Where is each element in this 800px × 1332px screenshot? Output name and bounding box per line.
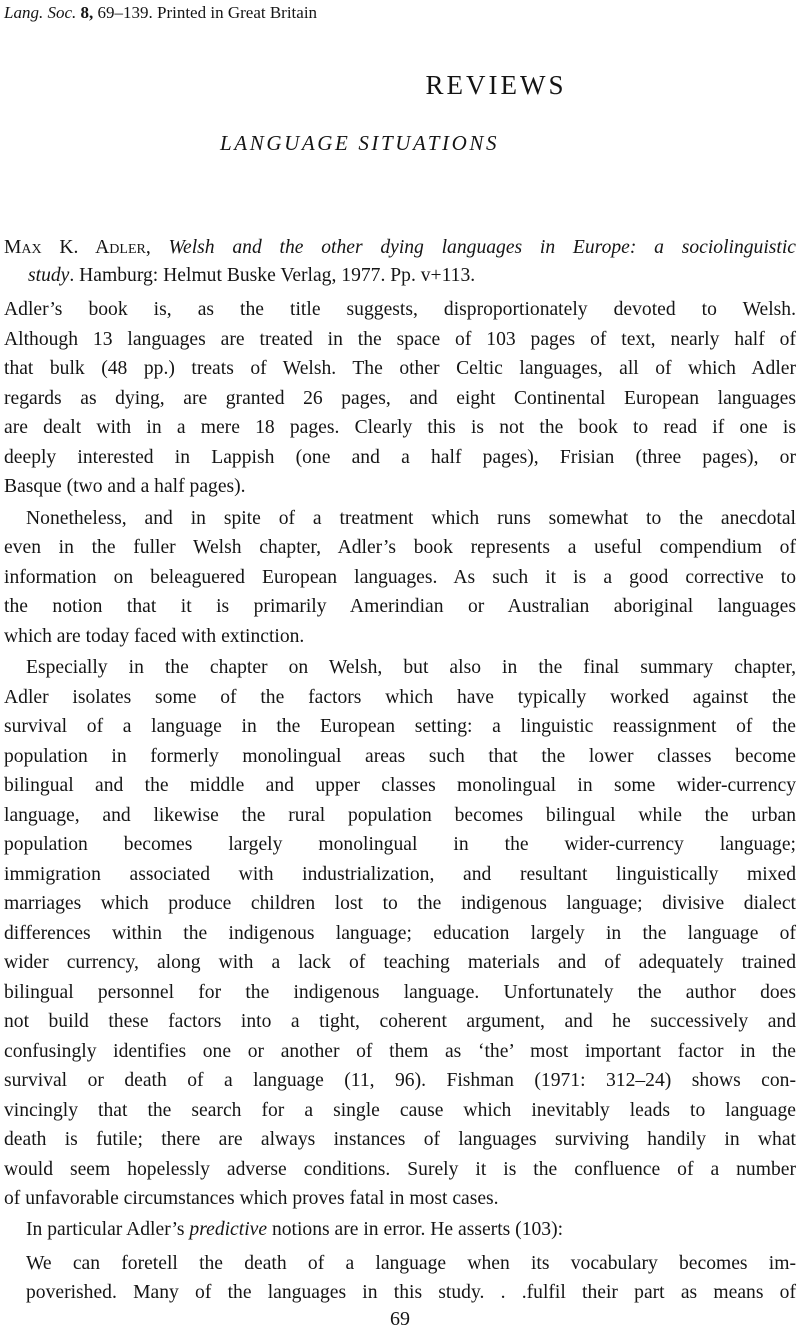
body-line: Adler’s book is, as the title suggests, disproportionately devoted to Welsh.: [4, 299, 796, 320]
body-line: Especially in the chapter on Welsh, but also in the final summary chapter,: [26, 657, 796, 678]
body-line: are dealt with in a mere 18 pages. Clearly this is not the book to read if one is: [4, 417, 796, 438]
predictive-before: In particular Adler’s: [26, 1219, 190, 1240]
body-line: would seem hopelessly adverse conditions. Surely it is the confluence of a number: [4, 1159, 796, 1180]
body-line: not build these factors into a tight, coherent argument, and he successively and: [4, 1011, 796, 1032]
citation-author-first: Max K.: [4, 237, 96, 258]
page-number: 69: [390, 1308, 410, 1330]
body-line: information on beleaguered European languages. As such it is a good corrective to: [4, 567, 796, 588]
body-line: the notion that it is primarily Amerindian or Australian aboriginal languages: [4, 596, 796, 617]
body-line: differences within the indigenous language; education largely in the language of: [4, 923, 796, 944]
citation-line-2: [28, 263, 796, 289]
body-line: population in formerly monolingual areas such that the lower classes become: [4, 746, 796, 767]
body-line: of unfavorable circumstances which proves fatal in most cases.: [4, 1188, 499, 1209]
body-line: regards as dying, are granted 26 pages, and eight Continental European languages: [4, 388, 796, 409]
body-line: Basque (two and a half pages).: [4, 476, 246, 497]
body-line: survival or death of a language (11, 96). Fishman (1971: 312–24) shows con-: [4, 1070, 796, 1091]
body-line: death is futile; there are always instances of languages surviving handily in what: [4, 1129, 796, 1150]
body-line: wider currency, along with a lack of teaching materials and of adequately trained: [4, 952, 796, 973]
subsection-title: [0, 129, 800, 157]
body-line: Although 13 languages are treated in the space of 103 pages of text, nearly half of: [4, 329, 796, 350]
body-line: Nonetheless, and in spite of a treatment which runs somewhat to the anecdotal: [26, 508, 796, 529]
body-line: bilingual and the middle and upper classes monolingual in some wider-currency: [4, 775, 796, 796]
citation-title-end: study: [28, 265, 70, 286]
journal-volume: 8,: [80, 3, 94, 22]
citation-author-last: Adler: [95, 237, 146, 258]
body-line: immigration associated with industrialization, and resultant linguistically mixed: [4, 864, 796, 885]
predictive-paragraph: [26, 1217, 796, 1243]
citation-line-1: Max K. Adler, Welsh and the other dying languages in Europe: a sociolinguistic: [4, 237, 797, 258]
predictive-after: notions are in error. He asserts (103):: [267, 1219, 564, 1240]
body-line: that bulk (48 pp.) treats of Welsh. The other Celtic languages, all of which Adler: [4, 358, 796, 379]
body-line: confusingly identifies one or another of them as ‘the’ most important factor in the: [4, 1041, 796, 1062]
body-line: marriages which produce children lost to the indigenous language; divisive dialect: [4, 893, 796, 914]
body-line: which are today faced with extinction.: [4, 626, 305, 647]
section-title: [0, 68, 800, 102]
section-title-text: REVIEWS: [425, 70, 567, 100]
journal-abbrev: Lang. Soc.: [4, 3, 77, 22]
body-line: even in the fuller Welsh chapter, Adler’s book represents a useful compendium of: [4, 537, 796, 558]
journal-pages: 69–139. Printed in Great Britain: [97, 3, 318, 22]
quote-line: We can foretell the death of a language when its vocabulary becomes im-: [26, 1253, 796, 1274]
body-line: bilingual personnel for the indigenous language. Unfortunately the author does: [4, 982, 796, 1003]
subsection-title-text: LANGUAGE SITUATIONS: [220, 131, 500, 155]
citation-publisher: . Hamburg: Helmut Buske Verlag, 1977. Pp. v+113.: [69, 265, 476, 286]
body-line: Adler isolates some of the factors which have typically worked against the: [4, 687, 796, 708]
quote-line: poverished. Many of the languages in this study. . .fulfil their part as means of: [26, 1282, 796, 1303]
body-line: language, and likewise the rural population becomes bilingual while the urban: [4, 805, 796, 826]
body-line: survival of a language in the European setting: a linguistic reassignment of the: [4, 716, 796, 737]
body-line: population becomes largely monolingual in the wider-currency language;: [4, 834, 796, 855]
body-line: vincingly that the search for a single cause which inevitably leads to language: [4, 1100, 796, 1121]
body-line: deeply interested in Lappish (one and a half pages), Frisian (three pages), or: [4, 447, 796, 468]
citation-title: Welsh and the other dying languages in Europe: a sociolinguistic: [168, 237, 797, 258]
predictive-emphasis: predictive: [189, 1219, 268, 1240]
running-head: [4, 2, 317, 24]
